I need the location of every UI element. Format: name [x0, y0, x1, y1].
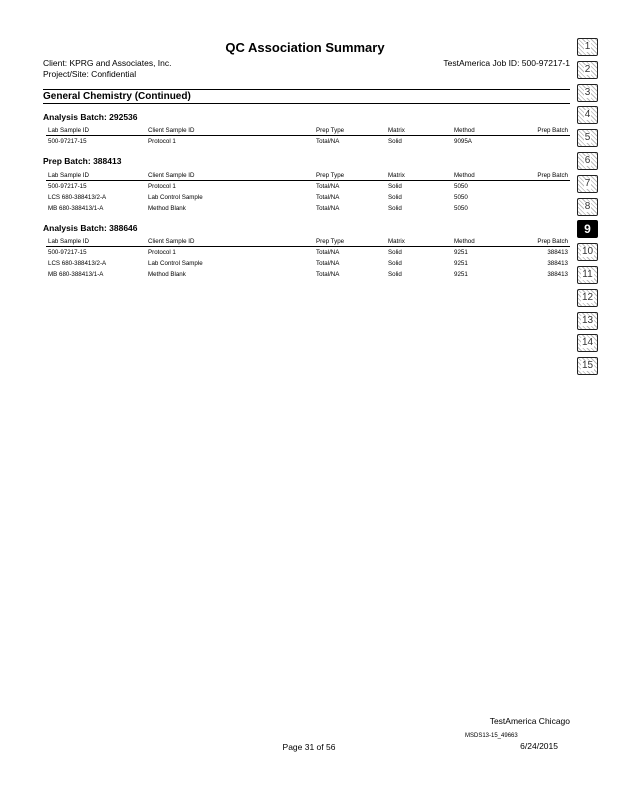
section-tabs	[577, 38, 601, 380]
client-name: Client: KPRG and Associates, Inc.	[43, 58, 172, 68]
column-header: Prep Type	[314, 171, 386, 181]
tab-label: 9	[584, 222, 591, 237]
tab-7[interactable]	[577, 175, 598, 193]
tab-label: 15	[581, 360, 594, 372]
cell-prep-batch: 388413	[547, 271, 568, 278]
header-divider	[43, 89, 570, 90]
table-row	[46, 192, 570, 203]
cell-matrix: Solid	[388, 249, 402, 256]
cell-client-sample-id: Lab Control Sample	[148, 194, 203, 201]
tab-label: 4	[584, 109, 591, 121]
tab-4[interactable]	[577, 106, 598, 124]
column-header: Prep Batch	[524, 237, 570, 247]
cell-method: 5050	[454, 205, 468, 212]
tab-label: 8	[584, 200, 591, 212]
cell-method: 5050	[454, 183, 468, 190]
project-site: Project/Site: Confidential	[43, 69, 137, 79]
tab-label: 3	[584, 86, 591, 98]
column-header: Prep Type	[314, 237, 386, 247]
tab-6[interactable]	[577, 152, 598, 170]
cell-prep-batch	[524, 136, 570, 148]
cell-method: 9251	[454, 260, 468, 267]
tab-label: 6	[584, 154, 591, 166]
tab-15[interactable]	[577, 357, 598, 375]
tab-9-active[interactable]	[577, 220, 598, 238]
cell-client-sample-id: Method Blank	[148, 205, 186, 212]
cell-prep-batch	[524, 181, 570, 193]
cell-lab-sample-id: MB 680-388413/1-A	[48, 205, 104, 212]
batch-title: Analysis Batch: 388646	[43, 223, 138, 233]
tab-13[interactable]	[577, 312, 598, 330]
tab-12[interactable]	[577, 289, 598, 307]
cell-prep-type: Total/NA	[316, 205, 340, 212]
cell-method: 9251	[454, 249, 468, 256]
tab-1[interactable]	[577, 38, 598, 56]
cell-lab-sample-id: LCS 680-388413/2-A	[48, 260, 107, 267]
cell-prep-type: Total/NA	[316, 249, 340, 256]
cell-prep-batch	[524, 203, 570, 214]
column-header: Lab Sample ID	[46, 237, 146, 247]
tab-label: 10	[581, 246, 594, 258]
cell-prep-type: Total/NA	[316, 138, 340, 145]
column-header: Lab Sample ID	[46, 126, 146, 136]
column-header: Method	[452, 237, 524, 247]
section-title: General Chemistry (Continued)	[43, 91, 191, 102]
cell-prep-batch: 388413	[547, 260, 568, 267]
job-id: TestAmerica Job ID: 500-97217-1	[443, 58, 570, 68]
cell-lab-sample-id: MB 680-388413/1-A	[48, 271, 104, 278]
cell-client-sample-id: Protocol 1	[148, 138, 176, 145]
table-row	[46, 203, 570, 214]
cell-matrix: Solid	[388, 205, 402, 212]
tab-8[interactable]	[577, 198, 598, 216]
tab-3[interactable]	[577, 84, 598, 102]
table-row	[46, 269, 570, 280]
batch-title: Prep Batch: 388413	[43, 156, 122, 166]
section-divider	[43, 103, 570, 104]
cell-matrix: Solid	[388, 183, 402, 190]
column-header: Matrix	[386, 126, 452, 136]
column-header: Prep Type	[314, 126, 386, 136]
cell-matrix: Solid	[388, 194, 402, 201]
cell-prep-type: Total/NA	[316, 271, 340, 278]
tab-5[interactable]	[577, 129, 598, 147]
table-row	[46, 258, 570, 269]
tab-label: 5	[584, 132, 591, 144]
tab-10[interactable]	[577, 243, 598, 261]
cell-lab-sample-id: 500-97217-15	[48, 138, 87, 145]
tab-label: 11	[582, 268, 593, 280]
tab-14[interactable]	[577, 334, 598, 352]
batch-table	[46, 237, 570, 280]
cell-method: 9095A	[454, 138, 472, 145]
cell-method: 5050	[454, 194, 468, 201]
tab-11[interactable]	[577, 266, 598, 284]
tab-label: 1	[584, 41, 591, 52]
tab-label: 13	[581, 314, 594, 326]
column-header: Method	[452, 171, 524, 181]
column-header: Matrix	[386, 171, 452, 181]
cell-lab-sample-id: 500-97217-15	[48, 249, 87, 256]
column-header: Prep Batch	[524, 171, 570, 181]
cell-prep-batch	[524, 192, 570, 203]
tab-label: 12	[581, 291, 594, 303]
column-header: Client Sample ID	[146, 126, 314, 136]
cell-prep-type: Total/NA	[316, 183, 340, 190]
tab-2[interactable]	[577, 61, 598, 79]
cell-prep-type: Total/NA	[316, 260, 340, 267]
batch-title: Analysis Batch: 292536	[43, 112, 138, 122]
tab-label: 14	[581, 337, 594, 349]
cell-client-sample-id: Protocol 1	[148, 183, 176, 190]
footer-doc-code: MSDS13-15_49663	[465, 733, 518, 739]
cell-prep-type: Total/NA	[316, 194, 340, 201]
column-header: Client Sample ID	[146, 237, 314, 247]
tab-label: 2	[584, 63, 591, 75]
batch-table	[46, 126, 570, 147]
column-header: Lab Sample ID	[46, 171, 146, 181]
tab-label: 7	[584, 177, 591, 189]
cell-matrix: Solid	[388, 260, 402, 267]
cell-prep-batch: 388413	[547, 249, 568, 256]
cell-method: 9251	[454, 271, 468, 278]
table-row	[46, 181, 570, 193]
cell-client-sample-id: Protocol 1	[148, 249, 176, 256]
cell-client-sample-id: Lab Control Sample	[148, 260, 203, 267]
table-row	[46, 247, 570, 259]
cell-lab-sample-id: 500-97217-15	[48, 183, 87, 190]
column-header: Method	[452, 126, 524, 136]
table-row	[46, 136, 570, 148]
column-header: Client Sample ID	[146, 171, 314, 181]
column-header: Prep Batch	[524, 126, 570, 136]
cell-matrix: Solid	[388, 271, 402, 278]
footer-lab-name: TestAmerica Chicago	[489, 716, 570, 726]
page-number: Page 31 of 56	[282, 742, 336, 752]
batch-table	[46, 171, 570, 214]
page-title: QC Association Summary	[225, 40, 385, 55]
cell-lab-sample-id: LCS 680-388413/2-A	[48, 194, 107, 201]
cell-client-sample-id: Method Blank	[148, 271, 186, 278]
column-header: Matrix	[386, 237, 452, 247]
footer-date: 6/24/2015	[520, 741, 558, 751]
cell-matrix: Solid	[388, 138, 402, 145]
